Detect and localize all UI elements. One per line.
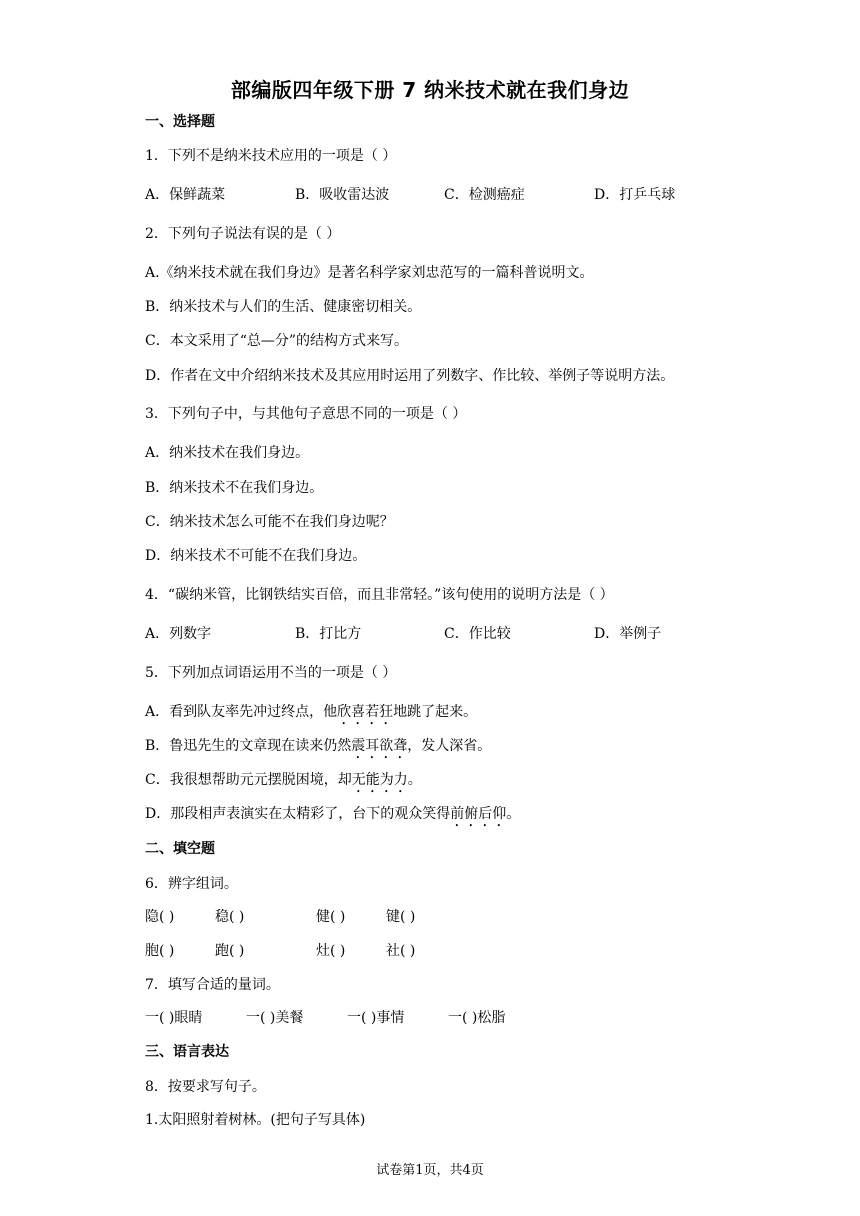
- q5-option-b-pre: B．鲁迅先生的文章现在读来仍然: [145, 738, 352, 754]
- q6-item: 社( ): [386, 943, 416, 959]
- q4-option-c: C．作比较: [444, 626, 511, 642]
- question-5-stem: 5．下列加点词语运用不当的一项是（ ）: [145, 665, 397, 681]
- q5-option-c-pre: C．我很想帮助元元摆脱困境，却: [145, 772, 352, 788]
- q5-option-a-dotted-word: 欣喜若狂: [337, 704, 394, 720]
- q6-item: 稳( ): [215, 909, 245, 925]
- q7-item: 一( )眼睛: [145, 1010, 203, 1026]
- q2-option-a: A.《纳米技术就在我们身边》是著名科学家刘忠范写的一篇科普说明文。: [145, 265, 594, 281]
- q7-item: 一( )事情: [347, 1010, 405, 1026]
- q3-option-d: D．纳米技术不可能不在我们身边。: [145, 548, 367, 564]
- q8-sub-1: 1.太阳照射着树林。(把句子写具体): [145, 1112, 366, 1128]
- q6-item: 隐( ): [145, 909, 175, 925]
- question-2-stem: 2．下列句子说法有误的是（ ）: [145, 226, 341, 242]
- q6-item: 键( ): [386, 909, 416, 925]
- q5-option-b-dotted-word: 震耳欲聋: [351, 738, 408, 754]
- page-title: 部编版四年级下册 7 纳米技术就在我们身边: [230, 78, 630, 102]
- section-heading-fill: 二、填空题: [145, 841, 215, 857]
- section-heading-choice: 一、选择题: [145, 114, 215, 130]
- q6-item: 健( ): [316, 909, 346, 925]
- q5-option-d-dotted-word: 前俯后仰: [450, 806, 507, 822]
- q1-option-d: D．打乒乓球: [594, 187, 676, 203]
- q4-option-d: D．举例子: [594, 626, 662, 642]
- q5-option-b: [145, 736, 491, 762]
- q2-option-d: D．作者在文中介绍纳米技术及其应用时运用了列数字、作比较、举例子等说明方法。: [145, 368, 675, 384]
- q2-option-c: C．本文采用了“总—分”的结构方式来写。: [145, 333, 409, 349]
- q3-option-b: B．纳米技术不在我们身边。: [145, 480, 324, 496]
- q2-option-b: B．纳米技术与人们的生活、健康密切相关。: [145, 299, 422, 315]
- question-3-stem: 3．下列句子中，与其他句子意思不同的一项是（ ）: [145, 406, 467, 422]
- q5-option-c-dotted-word: 无能为力: [351, 772, 408, 788]
- q5-option-d-post: 。: [506, 806, 521, 822]
- q5-option-d-pre: D．那段相声表演实在太精彩了，台下的观众笑得: [145, 806, 451, 822]
- q7-item: 一( )美餐: [246, 1010, 304, 1026]
- q3-option-c: C．纳米技术怎么可能不在我们身边呢？: [145, 514, 394, 530]
- q3-option-a: A．纳米技术在我们身边。: [145, 445, 310, 461]
- question-8-stem: 8．按要求写句子。: [145, 1079, 266, 1095]
- q6-item: 胞( ): [145, 943, 175, 959]
- q5-option-b-post: ，发人深省。: [407, 738, 492, 754]
- section-heading-expression: 三、语言表达: [145, 1044, 229, 1060]
- question-6-stem: 6．辨字组词。: [145, 876, 238, 892]
- q6-item: 跑( ): [215, 943, 245, 959]
- q5-option-a-pre: A．看到队友率先冲过终点，他: [145, 704, 338, 720]
- q4-option-b: B．打比方: [295, 626, 362, 642]
- q5-option-d: [145, 804, 520, 830]
- q1-option-c: C．检测癌症: [444, 187, 525, 203]
- q5-option-c-post: 。: [407, 772, 422, 788]
- q5-option-c: [145, 770, 422, 796]
- q1-option-a: A．保鲜蔬菜: [145, 187, 226, 203]
- page-footer: 试卷第1页，共4页: [376, 1163, 484, 1178]
- question-1-stem: 1．下列不是纳米技术应用的一项是（ ）: [145, 148, 397, 164]
- q7-item: 一( )松脂: [448, 1010, 506, 1026]
- q1-option-b: B．吸收雷达波: [295, 187, 390, 203]
- q5-option-a: [145, 702, 477, 728]
- question-7-stem: 7．填写合适的量词。: [145, 977, 280, 993]
- q5-option-a-post: 地跳了起来。: [393, 704, 478, 720]
- q4-option-a: A．列数字: [145, 626, 212, 642]
- question-4-stem: 4．“碳纳米管，比钢铁结实百倍，而且非常轻。”该句使用的说明方法是（ ）: [145, 587, 614, 603]
- q6-item: 灶( ): [316, 943, 346, 959]
